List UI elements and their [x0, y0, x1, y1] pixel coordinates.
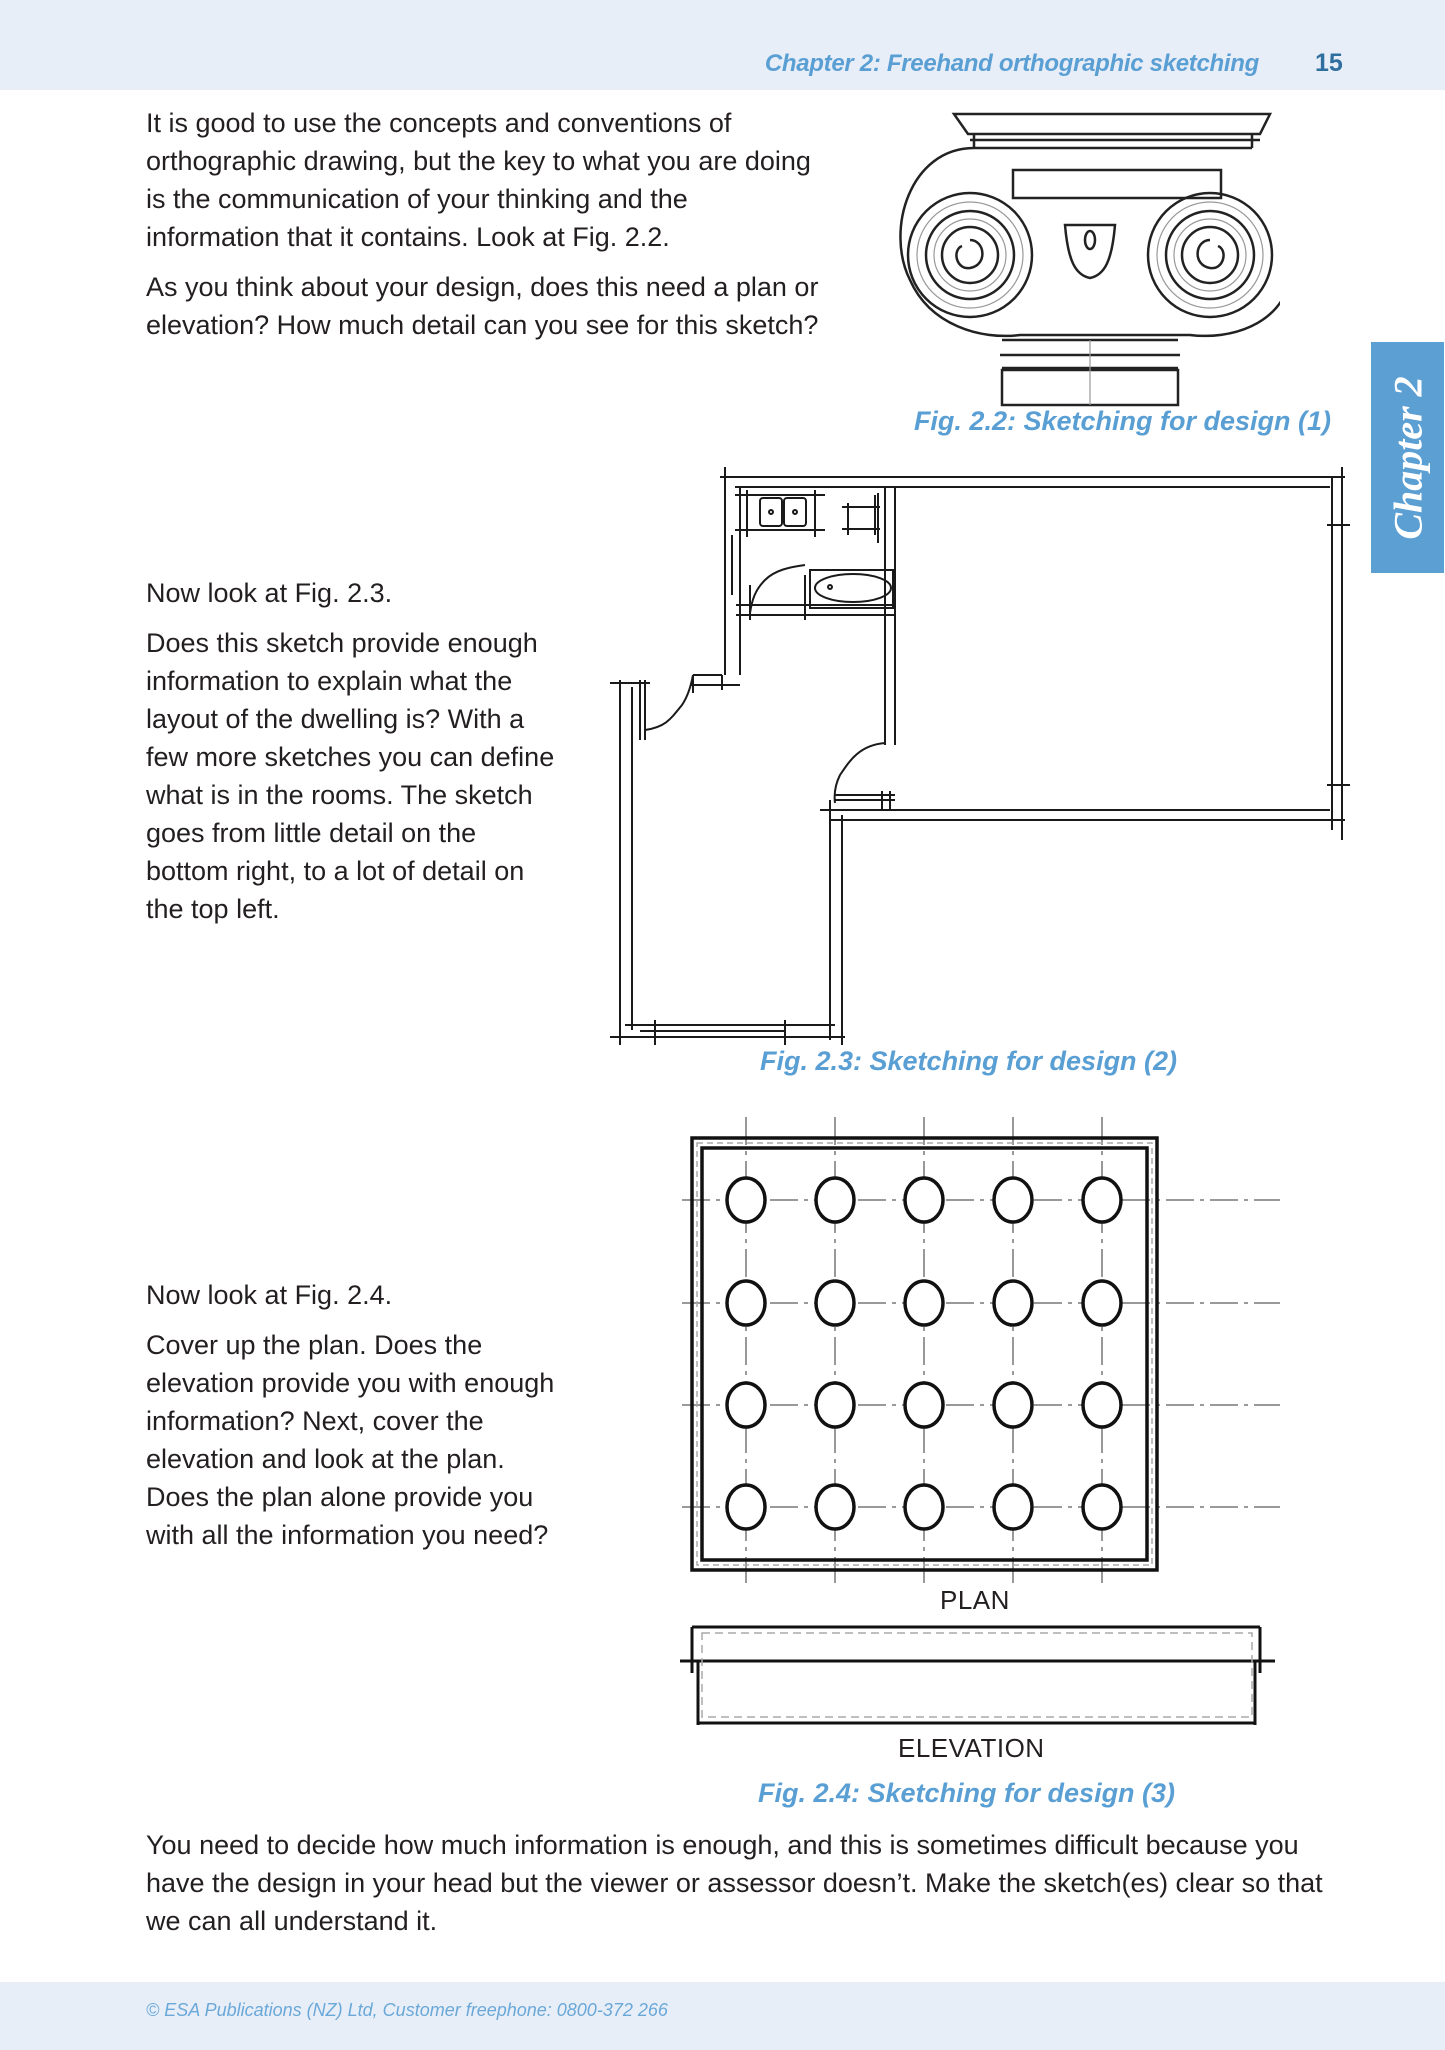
paragraph: You need to decide how much information is enough, and this is sometimes difficult because you have the design in your head but the viewer or assessor doesn’t. Make the sketch(es) clear so that we can all understand it.	[146, 1830, 1323, 1936]
plan-drawing	[670, 1115, 1290, 1585]
figure-floor-plan	[610, 465, 1350, 1055]
floor-plan-text-block	[146, 574, 566, 940]
chapter-tab	[1371, 342, 1444, 573]
closing-text-block	[146, 1826, 1326, 1952]
figure-plan	[670, 1115, 1290, 1585]
paragraph: As you think about your design, does this need a plan or elevation? How much detail can you see for this sketch?	[146, 272, 819, 340]
page-number: 15	[1315, 49, 1343, 77]
plan-elevation-text-block	[146, 1276, 566, 1566]
running-head: Chapter 2: Freehand orthographic sketching	[764, 50, 1259, 77]
paragraph: Does this sketch provide enough information to explain what the layout of the dwelling is? With a few more sketches you can define what is in the rooms. The sketch goes from little detail on the bottom right, to a lot of detail on the top left.	[146, 628, 555, 924]
intro-text-block	[146, 104, 826, 356]
chapter-tab-label: Chapter 2	[1385, 375, 1430, 540]
floor-plan-drawing	[610, 465, 1350, 1055]
paragraph: Cover up the plan. Does the elevation provide you with enough information? Next, cover the elevation and look at the plan. Does the plan alone provide you with all the information you need?	[146, 1330, 555, 1550]
figure-ionic-capital	[890, 100, 1280, 410]
footer-copyright: © ESA Publications (NZ) Ltd, Customer freephone: 0800-372 266	[146, 2000, 668, 2020]
elevation-label: ELEVATION	[898, 1733, 1045, 1763]
ionic-capital-drawing	[890, 100, 1280, 410]
plan-label: PLAN	[940, 1585, 1010, 1615]
figure-2-4-caption: Fig. 2.4: Sketching for design (3)	[758, 1778, 1176, 1808]
elevation-drawing	[680, 1615, 1280, 1725]
paragraph: It is good to use the concepts and conventions of orthographic drawing, but the key to what you are doing is the communication of your thinking and the information that it contains. Look at Fig. 2.2.	[146, 108, 811, 252]
figure-elevation	[680, 1615, 1280, 1725]
figure-2-3-caption: Fig. 2.3: Sketching for design (2)	[760, 1046, 1178, 1076]
paragraph: Now look at Fig. 2.4.	[146, 1280, 393, 1310]
paragraph: Now look at Fig. 2.3.	[146, 578, 393, 608]
figure-2-2-caption: Fig. 2.2: Sketching for design (1)	[913, 406, 1331, 436]
